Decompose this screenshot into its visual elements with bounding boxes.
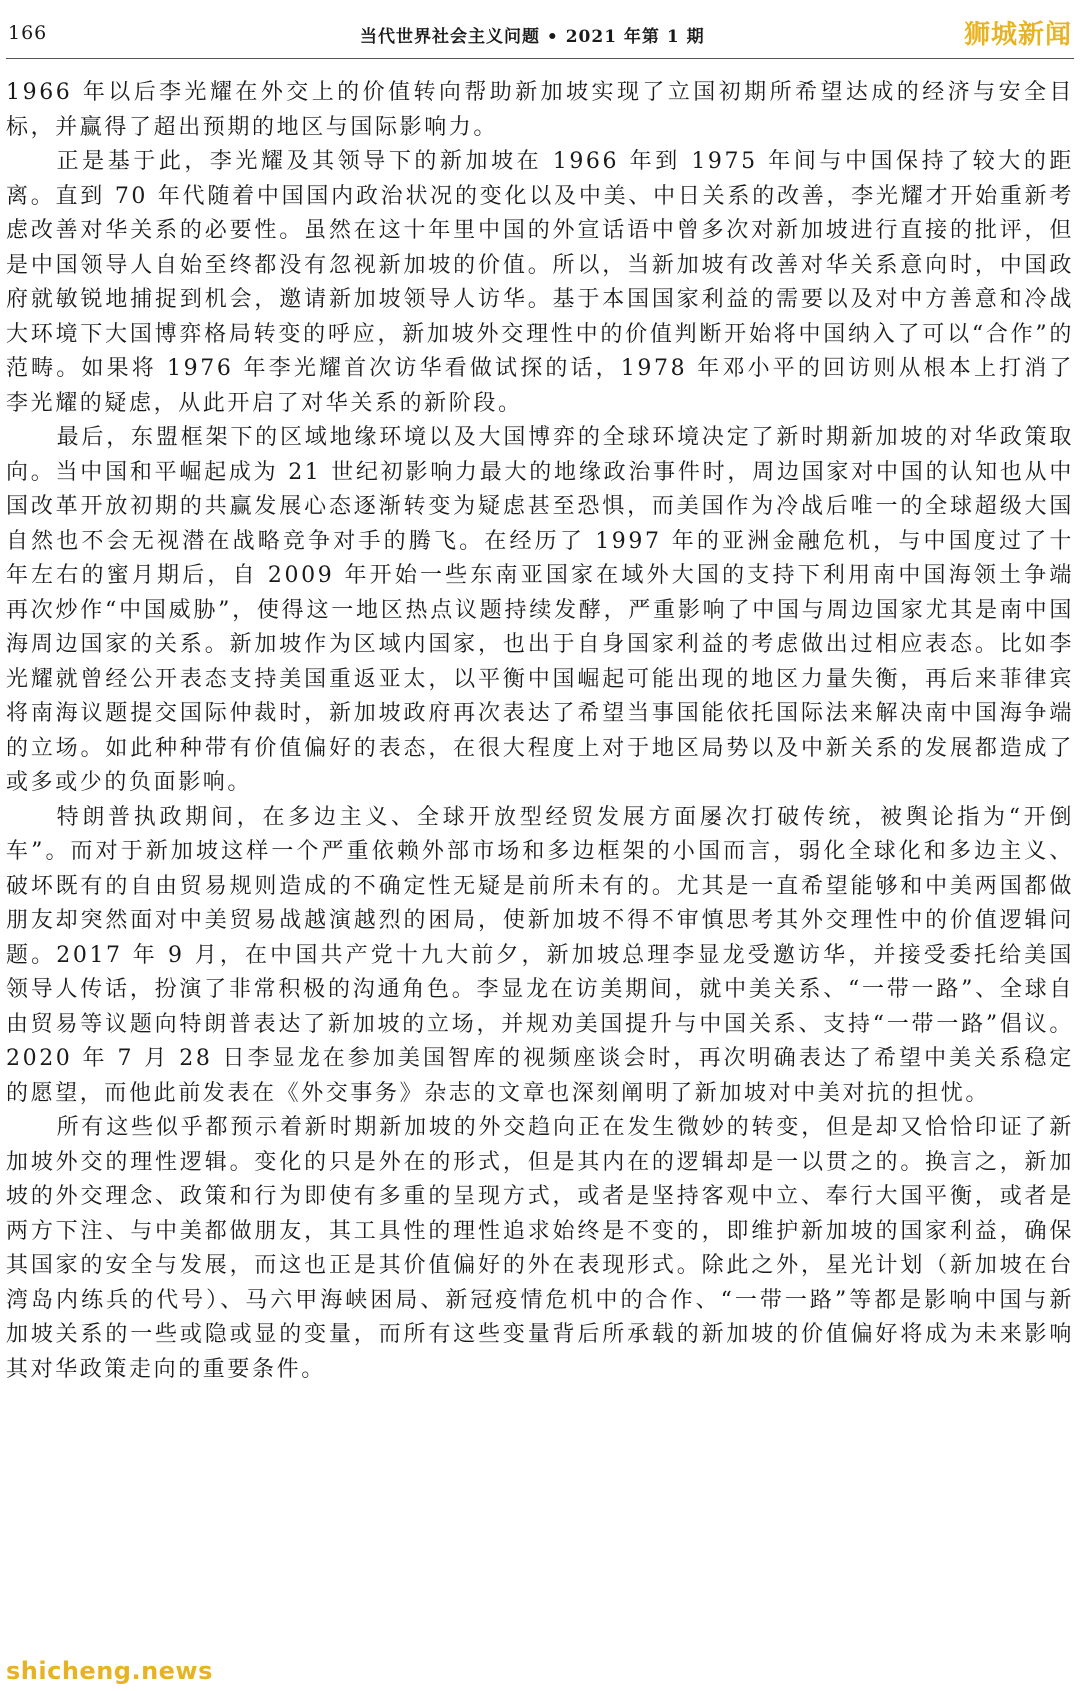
paragraph-4: 特朗普执政期间，在多边主义、全球开放型经贸发展方面屡次打破传统，被舆论指为“开倒车”。而对于新加坡这样一个严重依赖外部市场和多边框架的小国而言，弱化全球化和多边主义、破坏既有的自由贸易规则造成的不确定性无疑是前所未有的。尤其是一直希望能够和中美两国都做朋友却突然面对中美贸易战越演越烈的困局，使新加坡不得不审慎思考其外交理性中的价值逻辑问题。2017 年 9 月，在中国共产党十九大前夕，新加坡总理李显龙受邀访华，并接受委托给美国领导人传话，扮演了非常积极的沟通角色。李显龙在访美期间，就中美关系、“一带一路”、全球自由贸易等议题向特朗普表达了新加坡的立场，并规劝美国提升与中国关系、支持“一带一路”倡议。2020 年 7 月 28 日李显龙在参加美国智库的视频座谈会时，再次明确表达了希望中美关系稳定的愿望，而他此前发表在《外交事务》杂志的文章也深刻阐明了新加坡对中美对抗的担忧。	[6, 804, 1074, 1106]
watermark-url: shicheng.news	[6, 1657, 213, 1685]
watermark-logo-text: 狮城新闻	[963, 20, 1072, 50]
journal-title: 当代世界社会主义问题 • 2021 年第 1 期	[360, 27, 705, 47]
page-header	[0, 0, 1080, 58]
header-divider	[6, 58, 1074, 59]
paragraph-1: 1966 年以后李光耀在外交上的价值转向帮助新加坡实现了立国初期所希望达成的经济与安全目标，并赢得了超出预期的地区与国际影响力。	[6, 80, 1074, 140]
paragraph-5: 所有这些似乎都预示着新时期新加坡的外交趋向正在发生微妙的转变，但是却又恰恰印证了新加坡外交的理性逻辑。变化的只是外在的形式，但是其内在的逻辑却是一以贯之的。换言之，新加坡的外交理念、政策和行为即使有多重的呈现方式，或者是坚持客观中立、奉行大国平衡，或者是两方下注、与中美都做朋友，其工具性的理性追求始终是不变的，即维护新加坡的国家利益，确保其国家的安全与发展，而这也正是其价值偏好的外在表现形式。除此之外，星光计划（新加坡在台湾岛内练兵的代号）、马六甲海峡困局、新冠疫情危机中的合作、“一带一路”等都是影响中国与新加坡关系的一些或隐或显的变量，而所有这些变量背后所承载的新加坡的价值偏好将成为未来影响其对华政策走向的重要条件。	[6, 1115, 1074, 1382]
paragraph-2: 正是基于此，李光耀及其领导下的新加坡在 1966 年到 1975 年间与中国保持了较大的距离。直到 70 年代随着中国国内政治状况的变化以及中美、中日关系的改善，李光耀才开始重新考虑改善对华关系的必要性。虽然在这十年里中国的外宣话语中曾多次对新加坡进行直接的批评，但是中国领导人自始至终都没有忽视新加坡的价值。所以，当新加坡有改善对华关系意向时，中国政府就敏锐地捕捉到机会，邀请新加坡领导人访华。基于本国国家利益的需要以及对中方善意和冷战大环境下大国博弈格局转变的呼应，新加坡外交理性中的价值判断开始将中国纳入了可以“合作”的范畴。如果将 1976 年李光耀首次访华看做试探的话，1978 年邓小平的回访则从根本上打消了李光耀的疑虑，从此开启了对华关系的新阶段。	[6, 149, 1074, 416]
page-number: 166	[8, 22, 48, 44]
article-body	[6, 76, 1074, 1387]
paragraph-3: 最后，东盟框架下的区域地缘环境以及大国博弈的全球环境决定了新时期新加坡的对华政策取向。当中国和平崛起成为 21 世纪初影响力最大的地缘政治事件时，周边国家对中国的认知也从中国改革开放初期的共赢发展心态逐渐转变为疑虑甚至恐惧，而美国作为冷战后唯一的全球超级大国自然也不会无视潜在战略竞争对手的腾飞。在经历了 1997 年的亚洲金融危机，与中国度过了十年左右的蜜月期后，自 2009 年开始一些东南亚国家在域外大国的支持下利用南中国海领土争端再次炒作“中国威胁”，使得这一地区热点议题持续发酵，严重影响了中国与周边国家尤其是南中国海周边国家的关系。新加坡作为区域内国家，也出于自身国家利益的考虑做出过相应表态。比如李光耀就曾经公开表态支持美国重返亚太，以平衡中国崛起可能出现的地区力量失衡，再后来菲律宾将南海议题提交国际仲裁时，新加坡政府再次表达了希望当事国能依托国际法来解决南中国海争端的立场。如此种种带有价值偏好的表态，在很大程度上对于地区局势以及中新关系的发展都造成了或多或少的负面影响。	[6, 425, 1074, 795]
